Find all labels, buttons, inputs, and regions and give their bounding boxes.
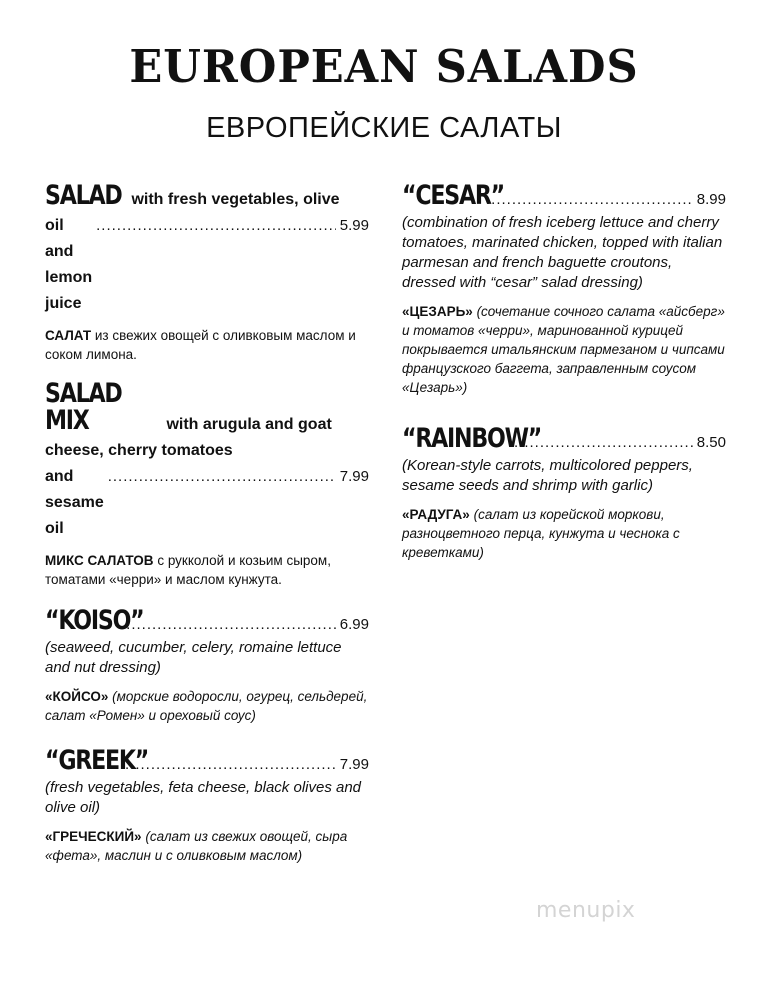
dot-leaders <box>486 191 693 208</box>
item-name: SALAD MIX <box>45 378 122 436</box>
item-description-cont: and sesame oil <box>45 468 104 537</box>
item-ru-name: МИКС САЛАТОВ <box>45 553 154 568</box>
item-ru-text: (салат из свежих овощей, сыра «фета», маслин и с оливковым маслом) <box>45 829 348 863</box>
dot-leaders <box>96 213 336 239</box>
item-ru-description <box>45 827 369 865</box>
item-en-description: (fresh vegetables, feta cheese, black olives and olive oil) <box>45 779 362 816</box>
item-price: 7.99 <box>339 468 369 485</box>
left-column <box>45 182 369 879</box>
item-name: “KOISO” <box>45 605 144 636</box>
item-name: SALAD <box>45 180 122 211</box>
item-price: 8.50 <box>696 434 726 451</box>
item-ru-text: (морские водоросли, огурец, сельдерей, салат «Ромен» и ореховый соус) <box>45 689 368 723</box>
item-price: 7.99 <box>339 756 369 773</box>
item-ru-description <box>402 505 726 562</box>
dot-leaders <box>121 616 336 633</box>
item-description: with arugula and goat <box>166 416 332 433</box>
item-ru-description <box>45 687 369 725</box>
item-ru-name: САЛАТ <box>45 328 92 343</box>
item-name: “GREEK” <box>45 745 149 776</box>
item-ru-text: (салат из корейской моркови, разноцветного перца, кунжута и чеснока с креветками) <box>402 507 680 560</box>
menupix-watermark: menupix <box>536 898 636 923</box>
item-ru-name: «КОЙСО» <box>45 689 109 704</box>
dot-leaders <box>125 756 336 773</box>
menu-item-salad <box>45 182 369 364</box>
menu-item-rainbow <box>402 425 726 562</box>
item-price: 8.99 <box>696 191 726 208</box>
item-ru-text: с рукколой и козьим сыром, томатами «черри» и маслом кунжута. <box>45 553 331 587</box>
item-en-description: (seaweed, cucumber, celery, romaine lettuce and nut dressing) <box>45 639 342 676</box>
right-column <box>402 182 726 576</box>
menu-item-koiso <box>45 607 369 725</box>
item-ru-name: «ГРЕЧЕСКИЙ» <box>45 829 142 844</box>
item-price: 6.99 <box>339 616 369 633</box>
item-name: “CESAR” <box>402 180 505 211</box>
item-ru-name: «ЦЕЗАРЬ» <box>402 304 473 319</box>
item-ru-text: (сочетание сочного салата «айсберг» и томатов «черри», маринованной курицей покрывается итальянским пармезаном и чипсами французского баггета, заправленным соусом «Цезарь») <box>402 304 725 395</box>
item-description-cont: cheese, cherry tomatoes <box>45 442 233 459</box>
menu-item-cesar <box>402 182 726 397</box>
item-ru-name: «РАДУГА» <box>402 507 470 522</box>
item-name: “RAINBOW” <box>402 423 542 454</box>
item-ru-text: из свежих овощей с оливковым маслом и соком лимона. <box>45 328 356 362</box>
menu-item-salad-mix <box>45 380 369 589</box>
menu-item-greek <box>45 747 369 865</box>
dot-leaders <box>108 464 336 490</box>
page-title: EUROPEAN SALADS <box>129 40 639 93</box>
page-subtitle: ЕВРОПЕЙСКИЕ САЛАТЫ <box>206 112 562 144</box>
item-en-description: (combination of fresh iceberg lettuce and cherry tomatoes, marinated chicken, topped with italian parmesan and french baguette croutons, dressed with “cesar” salad dressing) <box>402 214 723 291</box>
item-description-cont: oil and lemon juice <box>45 217 93 312</box>
item-ru-description <box>45 326 369 364</box>
item-en-description: (Korean-style carrots, multicolored peppers, sesame seeds and shrimp with garlic) <box>402 457 693 494</box>
item-description: with fresh vegetables, olive <box>131 191 340 208</box>
item-ru-description <box>45 551 369 589</box>
item-price: 5.99 <box>339 217 369 234</box>
item-ru-description <box>402 302 726 397</box>
